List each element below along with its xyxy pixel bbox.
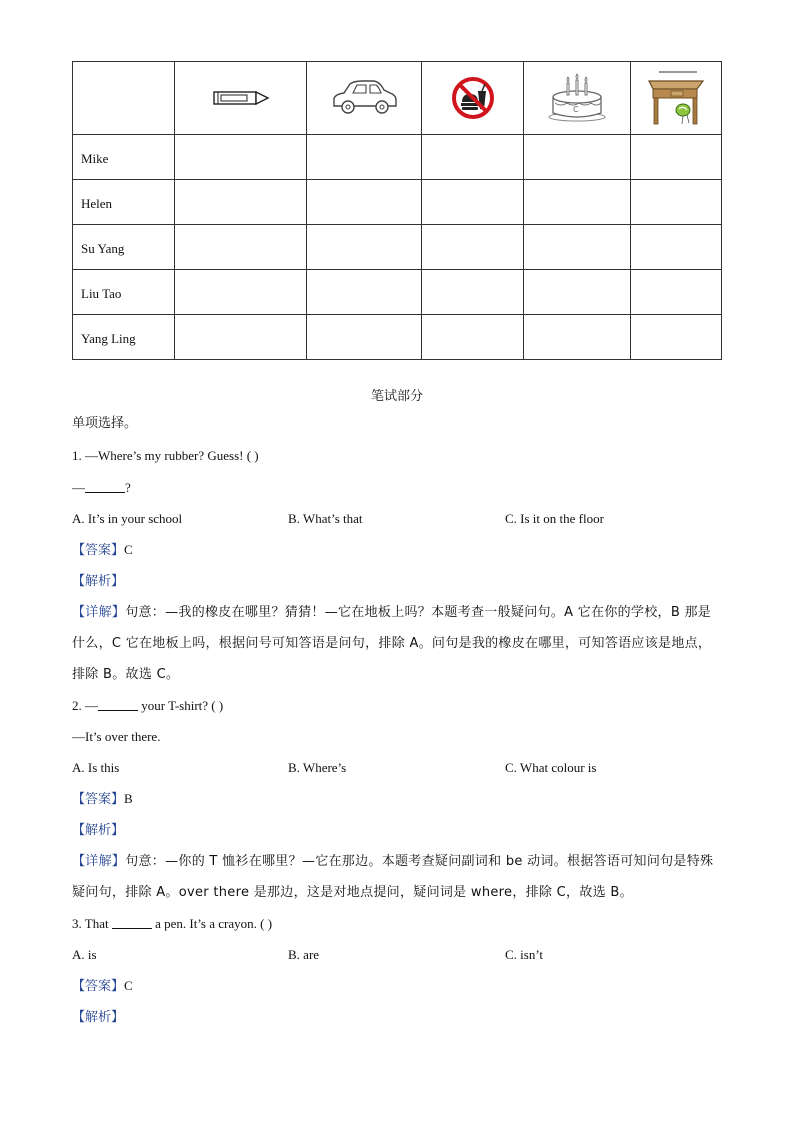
no-food-cell <box>422 62 524 135</box>
q1-detail <box>72 597 722 690</box>
answer-cell <box>524 135 631 180</box>
table-header-row <box>73 62 722 135</box>
q2-option-a: A. Is this <box>72 760 120 775</box>
q1-detail-text: 句意：—我的橡皮在哪里？猜猜！—它在地板上吗？本题考查一般疑问句。A 它在你的学校，B 那是什么，C 它在地板上吗，根据问号可知答语是问句，排除 A。问句是我的橡皮在哪里，可知答语应该是地点，排除 B。故选 C。 <box>72 605 712 682</box>
answer-cell <box>631 135 722 180</box>
answer-cell <box>422 180 524 225</box>
student-name: Liu Tao <box>73 270 175 315</box>
answer-cell <box>422 270 524 315</box>
car-icon <box>328 78 400 118</box>
q2-stem-prefix: 2. — <box>72 698 98 713</box>
analysis-tag: 【解析】 <box>72 574 125 589</box>
table-row <box>73 180 722 225</box>
answer-cell <box>307 315 422 360</box>
desk-icon <box>645 69 707 127</box>
answer-cell <box>524 225 631 270</box>
section-title: 笔试部分 <box>370 389 423 404</box>
q1-option-b: B. What’s that <box>288 511 363 526</box>
q1-analysis <box>72 573 124 590</box>
instruction: 单项选择。 <box>72 416 138 431</box>
answer-tag: 【答案】 <box>72 979 125 994</box>
student-name: Su Yang <box>73 225 175 270</box>
answer-cell <box>175 225 307 270</box>
q2-answer <box>72 791 133 808</box>
answer-cell <box>422 135 524 180</box>
q2-option-c: C. What colour is <box>505 760 597 775</box>
q3-option-a: A. is <box>72 947 97 962</box>
q3-option-c: C. isn’t <box>505 947 544 962</box>
answer-cell <box>422 315 524 360</box>
answer-cell <box>422 225 524 270</box>
answer-cell <box>524 180 631 225</box>
picture-table <box>72 61 722 360</box>
answer-blank <box>112 928 152 929</box>
student-name: Mike <box>73 135 175 180</box>
car-cell <box>307 62 422 135</box>
answer-cell <box>175 315 307 360</box>
q2-detail <box>72 846 722 908</box>
table-row <box>73 315 722 360</box>
answer-blank <box>98 710 138 711</box>
answer-tag: 【答案】 <box>72 543 125 558</box>
cake-cell <box>524 62 631 135</box>
q3-stem-prefix: 3. That <box>72 916 112 931</box>
answer-cell <box>631 225 722 270</box>
q1-option-a: A. It’s in your school <box>72 511 183 526</box>
q3-analysis <box>72 1009 124 1026</box>
q2-option-b: B. Where’s <box>288 760 347 775</box>
svg-text:C: C <box>573 105 579 114</box>
q1-dash: — <box>72 480 85 495</box>
q3-stem-suffix: a pen. It’s a crayon. ( ) <box>151 916 273 931</box>
answer-cell <box>631 270 722 315</box>
answer-cell <box>631 180 722 225</box>
no-food-drink-icon <box>451 76 495 120</box>
detail-tag: 【详解】 <box>72 605 126 620</box>
answer-cell <box>175 135 307 180</box>
q1-question-mark: ? <box>125 480 131 495</box>
crayon-icon <box>211 86 271 110</box>
answer-cell <box>175 180 307 225</box>
answer-cell <box>307 180 422 225</box>
q3-stem <box>72 916 272 932</box>
desk-cell <box>631 62 722 135</box>
q1-answer <box>72 542 133 559</box>
answer-cell <box>307 135 422 180</box>
answer-tag: 【答案】 <box>72 792 125 807</box>
q3-answer-value: C <box>124 978 133 993</box>
answer-cell <box>307 225 422 270</box>
answer-blank <box>85 492 125 493</box>
q3-option-b: B. are <box>288 947 320 962</box>
answer-cell <box>307 270 422 315</box>
crayon-cell <box>175 62 307 135</box>
q2-answer-value: B <box>124 791 133 806</box>
q1-response-line <box>72 480 131 496</box>
student-name: Helen <box>73 180 175 225</box>
birthday-cake-icon <box>547 73 607 123</box>
answer-cell <box>175 270 307 315</box>
table-corner-cell <box>73 62 175 135</box>
table-row <box>73 225 722 270</box>
detail-tag: 【详解】 <box>72 854 126 869</box>
analysis-tag: 【解析】 <box>72 823 125 838</box>
q3-answer <box>72 978 133 995</box>
table-row <box>73 270 722 315</box>
q1-option-c: C. Is it on the floor <box>505 511 604 526</box>
analysis-tag: 【解析】 <box>72 1010 125 1025</box>
q2-response-line: —It’s over there. <box>72 729 161 744</box>
q2-detail-text: 句意：—你的 T 恤衫在哪里？—它在那边。本题考查疑问副词和 be 动词。根据答语可知问句是特殊疑问句，排除 A。over there 是那边，这是对地点提问，疑问词是 where，排除 C，故选 B。 <box>72 854 714 900</box>
answer-cell <box>524 270 631 315</box>
q1-stem: 1. —Where’s my rubber? Guess! ( ) <box>72 448 259 463</box>
q1-answer-value: C <box>124 542 133 557</box>
q2-analysis <box>72 822 124 839</box>
answer-cell <box>524 315 631 360</box>
q2-stem <box>72 698 223 714</box>
q2-stem-suffix: your T-shirt? ( ) <box>138 698 224 713</box>
student-name: Yang Ling <box>73 315 175 360</box>
answer-cell <box>631 315 722 360</box>
table-row <box>73 135 722 180</box>
